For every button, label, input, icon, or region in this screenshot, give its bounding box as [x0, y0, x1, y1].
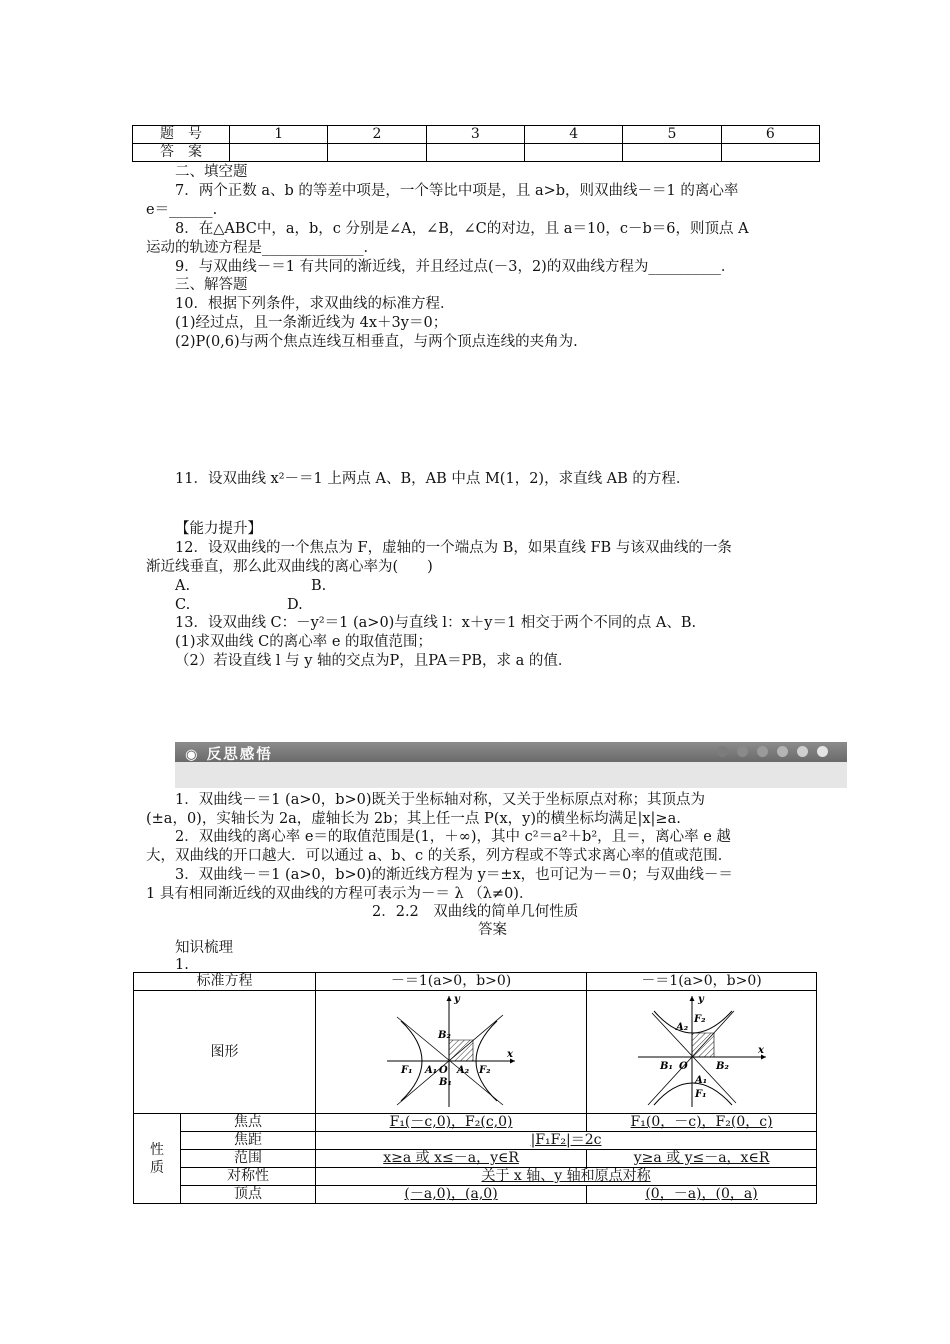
- answer-cell[interactable]: [328, 144, 426, 162]
- knowledge-heading: 知识梳理: [175, 940, 233, 956]
- q12-option-d: D.: [287, 597, 303, 613]
- asymptote: [652, 1013, 736, 1103]
- graph-label-f2: F₂: [693, 1014, 706, 1025]
- vertex-label: 顶点: [181, 1186, 316, 1204]
- section-title: 2．2.2 双曲线的简单几何性质: [372, 904, 579, 920]
- range-label: 范围: [181, 1150, 316, 1168]
- nature-label: 性质: [134, 1114, 181, 1204]
- focus-label: 焦点: [181, 1114, 316, 1132]
- q12-option-c: C.: [175, 597, 191, 613]
- answer-cell[interactable]: [524, 144, 622, 162]
- focal-distance-label: 焦距: [181, 1132, 316, 1150]
- question-number: 1: [230, 126, 328, 144]
- focus-x: F₁(－c,0)，F₂(c,0): [316, 1114, 587, 1132]
- graph-label-a2: A₂: [457, 1065, 470, 1076]
- symmetry-value: 关于 x 轴、y 轴和原点对称: [316, 1168, 817, 1186]
- graph-label-y: y: [697, 994, 704, 1005]
- graph-label-x: x: [507, 1049, 514, 1060]
- graph-label-origin: O: [439, 1065, 448, 1076]
- reflection-banner-header: [175, 742, 847, 762]
- question-number: 4: [524, 126, 622, 144]
- graph-label-a1: A₁: [425, 1065, 438, 1076]
- range-row: [134, 1150, 817, 1168]
- q7-line2: e＝______.: [146, 202, 218, 218]
- decor-dot: [797, 746, 808, 757]
- answer-table-answer-row: [133, 144, 820, 162]
- q13-part1: (1)求双曲线 C的离心率 e 的取值范围；: [175, 634, 433, 650]
- answer-cell[interactable]: [623, 144, 721, 162]
- q13-part2: （2）若设直线 l 与 y 轴的交点为P，且PA＝PB，求 a 的值．: [175, 653, 573, 669]
- hyperbola-properties-table: [133, 972, 817, 1204]
- item-number: 1.: [175, 957, 189, 973]
- q10: 10．根据下列条件，求双曲线的标准方程．: [175, 296, 455, 312]
- graph-x-cell: [316, 991, 587, 1114]
- q9: 9．与双曲线－＝1 有共同的渐近线，并且经过点(－3，2)的双曲线方程为__________．: [175, 259, 736, 275]
- q13: 13．设双曲线 C：－y²＝1 (a>0)与直线 l：x＋y＝1 相交于两个不同的点 A、B.: [175, 615, 697, 631]
- graph-label-origin: O: [678, 1061, 688, 1072]
- range-y: y≥a 或 y≤－a，x∈R: [587, 1150, 817, 1168]
- graph-label-f1: F₁: [694, 1089, 707, 1100]
- q12-option-b: B.: [311, 578, 327, 594]
- graph-label-f2: F₂: [479, 1065, 491, 1076]
- upper-branch: [654, 1011, 732, 1033]
- std-eq-x: －＝1(a>0，b>0): [316, 973, 587, 991]
- std-eq-label: 标准方程: [134, 973, 316, 991]
- question-number: 2: [328, 126, 426, 144]
- graph-label: 图形: [134, 991, 316, 1114]
- solve-section-heading: 三、解答题: [175, 277, 248, 293]
- focus-y: F₁(0，－c)，F₂(0，c): [587, 1114, 817, 1132]
- graph-label-y: y: [454, 994, 460, 1005]
- reflection-3-line2: 1 具有相同渐近线的双曲线的方程可表示为－＝ λ （λ≠0)．: [146, 886, 534, 902]
- graph-label-a1: A₁: [694, 1075, 707, 1086]
- reflection-banner-title: ◉ 反思感悟: [185, 747, 273, 763]
- answer-cell[interactable]: [721, 144, 819, 162]
- hyperbola-x-graph: [381, 993, 521, 1111]
- q12-option-a: A.: [175, 578, 191, 594]
- range-x: x≥a 或 x≤－a，y∈R: [316, 1150, 587, 1168]
- q7-line1: 7．两个正数 a、b 的等差中项是，一个等比中项是，且 a>b，则双曲线－＝1 的离心率: [175, 183, 739, 199]
- shaded-rectangle: [449, 1040, 473, 1061]
- graph-label-b1: B₁: [439, 1077, 452, 1088]
- focus-row: [134, 1114, 817, 1132]
- answer-cell[interactable]: [230, 144, 328, 162]
- graph-y-cell: [587, 991, 817, 1114]
- question-number-label: 题 号: [133, 126, 230, 144]
- reflection-banner: [175, 742, 847, 788]
- decor-dot: [817, 746, 828, 757]
- focal-distance-row: [134, 1132, 817, 1150]
- graph-label-x: x: [757, 1045, 764, 1056]
- question-number: 6: [721, 126, 819, 144]
- q10-part1: (1)经过点，且一条渐近线为 4x＋3y＝0；: [175, 315, 448, 331]
- graph-label-a2: A₂: [675, 1022, 688, 1033]
- question-number: 3: [426, 126, 524, 144]
- reflection-2-line1: 2．双曲线的离心率 e＝的取值范围是(1，＋∞)，其中 c²＝a²＋b²，且＝，离心率 e 越: [175, 829, 731, 845]
- q12-line2: 渐近线垂直，那么此双曲线的离心率为( ): [146, 559, 433, 575]
- decor-dot: [737, 746, 748, 757]
- q11: 11．设双曲线 x²－＝1 上两点 A、B，AB 中点 M(1，2)，求直线 AB 的方程．: [175, 471, 691, 487]
- q12-line1: 12．设双曲线的一个焦点为 F，虚轴的一个端点为 B，如果直线 FB 与该双曲线的一条: [175, 540, 732, 556]
- reflection-1-line2: (±a，0)，实轴长为 2a，虚轴长为 2b；其上任一点 P(x，y)的横坐标均满足|x|≥a.: [146, 811, 681, 827]
- std-eq-row: [134, 973, 817, 991]
- answer-title: 答案: [478, 922, 507, 938]
- reflection-2-line2: 大，双曲线的开口越大．可以通过 a、b、c 的关系，列方程或不等式求离心率的值或范围．: [146, 848, 733, 864]
- symmetry-label: 对称性: [181, 1168, 316, 1186]
- decor-dot: [777, 746, 788, 757]
- answer-table-header-row: [133, 126, 820, 144]
- q10-part2: (2)P(0,6)与两个焦点连线互相垂直，与两个顶点连线的夹角为.: [175, 334, 578, 350]
- answer-table: [132, 125, 820, 162]
- vertex-row: [134, 1186, 817, 1204]
- graph-label-b2: B₂: [438, 1030, 451, 1041]
- symmetry-row: [134, 1168, 817, 1186]
- graph-row: [134, 991, 817, 1114]
- vertex-y: (0，－a)，(0，a): [587, 1186, 817, 1204]
- answer-cell[interactable]: [426, 144, 524, 162]
- graph-label-b2: B₂: [715, 1061, 729, 1072]
- question-number: 5: [623, 126, 721, 144]
- decor-dot: [757, 746, 768, 757]
- reflection-1-line1: 1．双曲线－＝1 (a>0，b>0)既关于坐标轴对称，又关于坐标原点对称；其顶点为: [175, 792, 706, 808]
- ability-heading: 【能力提升】: [175, 521, 262, 537]
- reflection-3-line1: 3．双曲线－＝1 (a>0，b>0)的渐近线方程为 y＝±x，也可记为－＝0；与双曲线－＝: [175, 867, 733, 883]
- decor-dot: [717, 746, 728, 757]
- fill-section-heading: 二、填空题: [175, 164, 248, 180]
- shaded-rectangle: [692, 1033, 714, 1057]
- focal-distance-value: |F₁F₂|＝2c: [316, 1132, 817, 1150]
- q8-line1: 8．在△ABC中，a，b，c 分别是∠A，∠B，∠C的对边，且 a＝10，c－b＝6，则顶点 A: [175, 221, 749, 237]
- hyperbola-y-graph: [632, 993, 772, 1111]
- asymptote: [648, 1011, 734, 1105]
- answer-label: 答 案: [133, 144, 230, 162]
- q8-line2: 运动的轨迹方程是______________．: [146, 240, 378, 256]
- graph-label-f1: F₁: [401, 1065, 413, 1076]
- vertex-x: (－a,0)，(a,0): [316, 1186, 587, 1204]
- std-eq-y: －＝1(a>0，b>0): [587, 973, 817, 991]
- graph-label-b1: B₁: [659, 1061, 673, 1072]
